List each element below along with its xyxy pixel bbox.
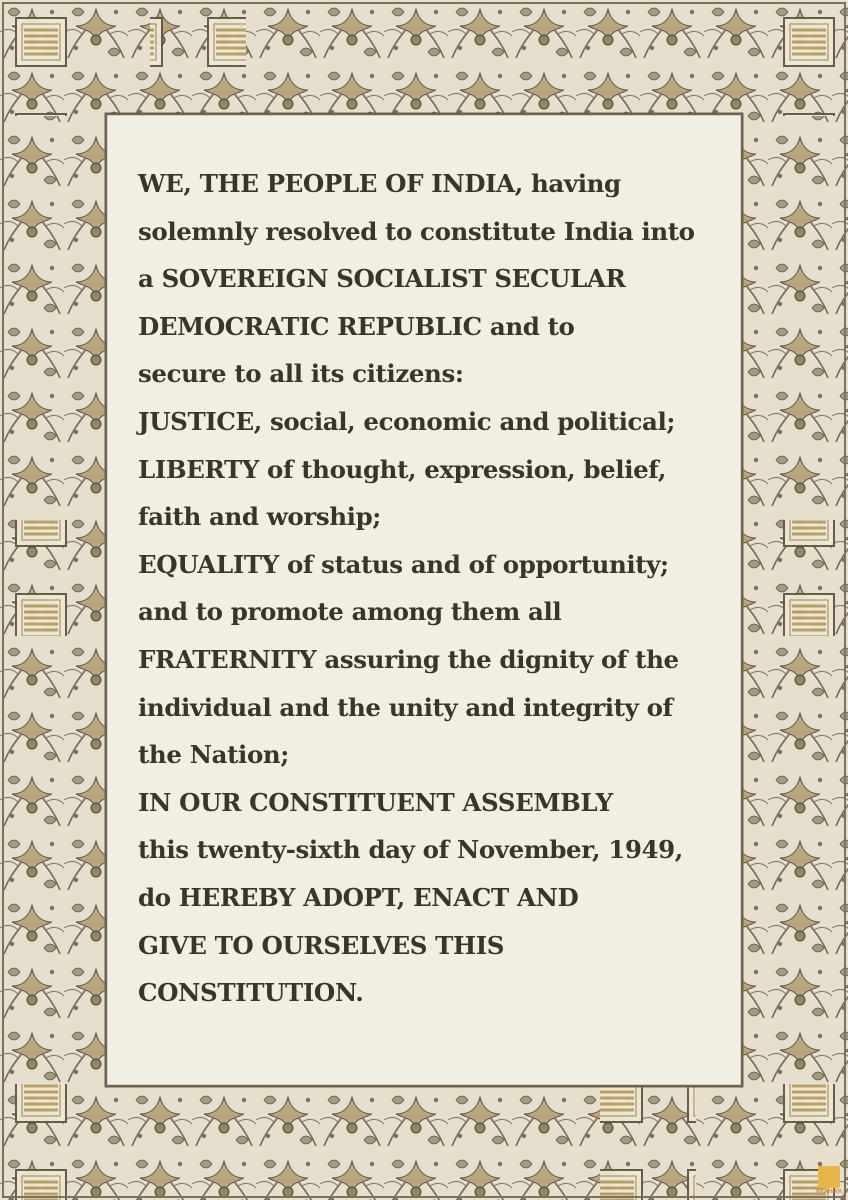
preamble-line <box>138 874 734 922</box>
preamble-line-text: FRATERNITY assuring the dignity of the <box>138 644 679 674</box>
preamble-line <box>138 350 734 398</box>
preamble-text <box>138 160 734 1017</box>
preamble-line-text: DEMOCRATIC REPUBLIC and to <box>138 311 575 341</box>
preamble-line <box>138 541 734 589</box>
preamble-line <box>138 922 734 970</box>
preamble-line-text: this twenty-sixth day of November, 1949, <box>138 835 683 865</box>
preamble-line-text: secure to all its citizens: <box>138 359 464 389</box>
preamble-line <box>138 636 734 684</box>
preamble-line-text: LIBERTY of thought, expression, belief, <box>138 454 667 484</box>
preamble-line-text: JUSTICE, social, economic and political; <box>138 406 676 436</box>
preamble-line-text: the Nation; <box>138 740 289 770</box>
preamble-line-text: a SOVEREIGN SOCIALIST SECULAR <box>138 264 626 294</box>
top-border-band <box>0 0 848 116</box>
preamble-line <box>138 684 734 732</box>
preamble-line <box>138 398 734 446</box>
preamble-line <box>138 303 734 351</box>
preamble-line <box>138 588 734 636</box>
preamble-line <box>138 160 734 208</box>
preamble-line <box>138 969 734 1017</box>
preamble-line-text: do HEREBY ADOPT, ENACT AND <box>138 882 579 912</box>
preamble-line-text: WE, THE PEOPLE OF INDIA, having <box>138 169 621 198</box>
preamble-line <box>138 826 734 874</box>
preamble-line <box>138 731 734 779</box>
preamble-line-text: EQUALITY of status and of opportunity; <box>138 549 669 579</box>
preamble-line <box>138 446 734 494</box>
preamble-line <box>138 779 734 827</box>
bottom-border-band <box>0 1084 848 1200</box>
preamble-line <box>138 493 734 541</box>
preamble-line <box>138 255 734 303</box>
logo-mark-icon <box>818 1166 840 1188</box>
preamble-line-text: faith and worship; <box>138 502 381 532</box>
logo-text: PRAJNYA <box>816 1189 842 1195</box>
preamble-line <box>138 208 734 256</box>
preamble-line-text: GIVE TO OURSELVES THIS <box>138 930 505 960</box>
preamble-line-text: solemnly resolved to constitute India into <box>138 216 695 246</box>
preamble-line-text: IN OUR CONSTITUENT ASSEMBLY <box>138 787 613 817</box>
preamble-line-text: and to promote among them all <box>138 597 562 627</box>
preamble-line-text: CONSTITUTION. <box>138 978 364 1008</box>
prajnya-logo <box>816 1166 842 1196</box>
preamble-line-text: individual and the unity and integrity of <box>138 692 673 722</box>
